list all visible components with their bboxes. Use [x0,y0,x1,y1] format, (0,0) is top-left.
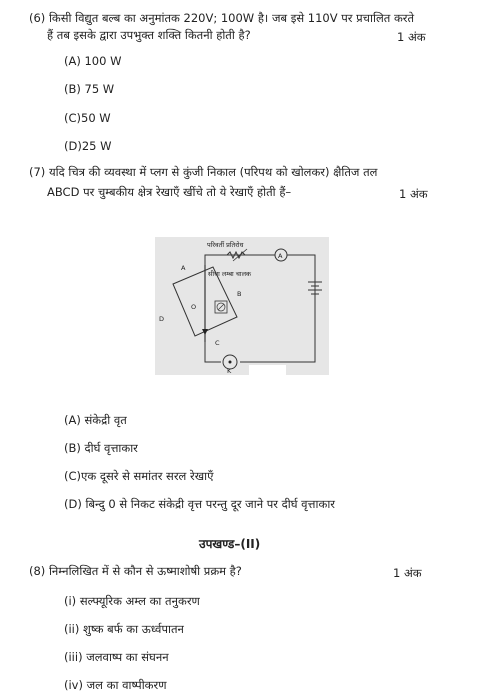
q7-text-line1: (7) यदि चित्र की व्यवस्था में प्लग से कुंजी निकाल (परिपथ को खोलकर) क्षैतिज तल [29,165,378,179]
point-a-label: A [181,264,186,272]
ammeter-label: A [278,252,283,260]
q6-option-b: (B) 75 W [64,82,115,96]
q6-text-line2: हैं तब इसके द्वारा उपभुक्त शक्ति कितनी होती है? [47,28,251,42]
q8-text-line1: (8) निम्नलिखित में से कौन से ऊष्माशोषी प्रक्रम है? [29,564,242,578]
q7-option-c: (C)एक दूसरे से समांतर सरल रेखाएँ [64,469,214,483]
section-heading: उपखण्ड–(II) [199,537,261,551]
q7-option-d: (D) बिन्दु 0 से निकट संकेद्री वृत्त परन्तु दूर जाने पर दीर्घ वृत्ताकार [64,497,335,511]
point-d-label: D [159,315,165,323]
circuit-svg [155,237,329,375]
q6-option-a: (A) 100 W [64,54,122,68]
point-o-label: O [191,303,197,311]
point-b-label: B [237,290,242,298]
q7-option-a: (A) संकेद्री वृत [64,413,127,427]
q8-option-iii: (iii) जलवाष्प का संघनन [64,650,169,664]
q8-marks: 1 अंक [393,566,422,580]
q8-option-iv: (iv) जल का वाष्पीकरण [64,678,167,692]
key-k-label: K [227,367,232,375]
q8-option-i: (i) सल्फ्यूरिक अम्ल का तनुकरण [64,594,200,608]
rheostat-label: परिवर्ती प्रतिरोध [207,241,244,249]
q6-option-d: (D)25 W [64,139,112,153]
q8-option-ii: (ii) शुष्क बर्फ का ऊर्ध्वपातन [64,622,184,636]
q7-text-line2: ABCD पर चुम्बकीय क्षेत्र रेखाएँ खींचे तो ये रेखाएँ होती हैं– [47,185,292,199]
q7-option-b: (B) दीर्घ वृत्ताकार [64,441,138,455]
circuit-diagram [155,237,329,375]
q6-option-c: (C)50 W [64,111,111,125]
q7-marks: 1 अंक [399,187,428,201]
q6-text-line1: (6) किसी विद्युत बल्ब का अनुमांतक 220V; 100W है। जब इसे 110V पर प्रचालित करते [29,11,415,25]
point-c-label: C [215,339,220,347]
q6-marks: 1 अंक [397,30,426,44]
wire-label: सीधा लम्बा चालक [208,270,252,278]
